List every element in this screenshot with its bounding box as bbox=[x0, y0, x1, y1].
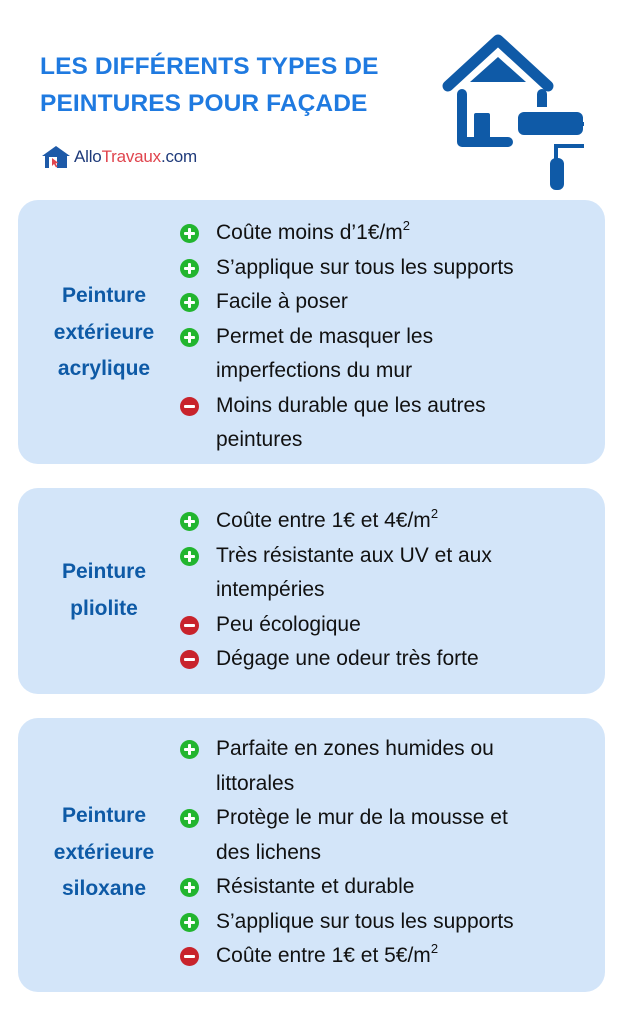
plus-circle-icon bbox=[180, 224, 199, 243]
list-item-pro: Parfaite en zones humides ou littorales bbox=[180, 732, 600, 801]
card-label: Peinture extérieure acrylique bbox=[53, 284, 155, 380]
paint-card-acrylique bbox=[18, 200, 605, 464]
paint-card-siloxane bbox=[18, 718, 605, 992]
minus-circle-icon bbox=[180, 616, 199, 635]
list-item-con: Peu écologique bbox=[180, 608, 600, 643]
list-item-pro: Permet de masquer les imperfections du mur bbox=[180, 320, 600, 389]
brand-logo bbox=[41, 145, 197, 169]
feature-list bbox=[180, 504, 600, 677]
list-item-pro: Très résistante aux UV et aux intempéries bbox=[180, 539, 600, 608]
list-item-pro: Facile à poser bbox=[180, 285, 600, 320]
list-item-con: Coûte entre 1€ et $5€/m^2$ bbox=[180, 939, 600, 974]
list-item-pro: Coûte moins $d’1€/m^2$ bbox=[180, 216, 600, 251]
list-item-pro: Protège le mur de la mousse et des lichens bbox=[180, 801, 600, 870]
brand-allo: Allo bbox=[74, 147, 102, 166]
plus-circle-icon bbox=[180, 259, 199, 278]
list-item-con: Moins durable que les autres peintures bbox=[180, 389, 600, 458]
page-title bbox=[40, 48, 379, 122]
minus-circle-icon bbox=[180, 947, 199, 966]
paint-card-pliolite bbox=[18, 488, 605, 694]
list-item-con: Dégage une odeur très forte bbox=[180, 642, 600, 677]
card-label: Peinture extérieure siloxane bbox=[53, 804, 155, 900]
house-cursor-logo-icon bbox=[41, 145, 71, 169]
minus-circle-icon bbox=[180, 397, 199, 416]
plus-circle-icon bbox=[180, 293, 199, 312]
feature-list bbox=[180, 732, 600, 974]
plus-circle-icon bbox=[180, 512, 199, 531]
list-item-pro: Résistante et durable bbox=[180, 870, 600, 905]
brand-travaux: Travaux bbox=[101, 147, 161, 166]
plus-circle-icon bbox=[180, 809, 199, 828]
plus-circle-icon bbox=[180, 547, 199, 566]
feature-list bbox=[180, 216, 600, 458]
list-item-pro: S’applique sur tous les supports bbox=[180, 905, 600, 940]
house-paint-roller-icon bbox=[436, 30, 584, 190]
title-line-2: PEINTURES POUR FAÇADE bbox=[40, 90, 368, 117]
list-item-pro: Coûte entre 1€ et $4€/m^2$ bbox=[180, 504, 600, 539]
list-item-pro: S’applique sur tous les supports bbox=[180, 251, 600, 286]
plus-circle-icon bbox=[180, 328, 199, 347]
plus-circle-icon bbox=[180, 913, 199, 932]
plus-circle-icon bbox=[180, 878, 199, 897]
title-line-1: LES DIFFÉRENTS TYPES DE bbox=[40, 53, 379, 80]
card-label: Peinture pliolite bbox=[61, 560, 147, 620]
plus-circle-icon bbox=[180, 740, 199, 759]
brand-com: .com bbox=[160, 147, 197, 166]
minus-circle-icon bbox=[180, 650, 199, 669]
